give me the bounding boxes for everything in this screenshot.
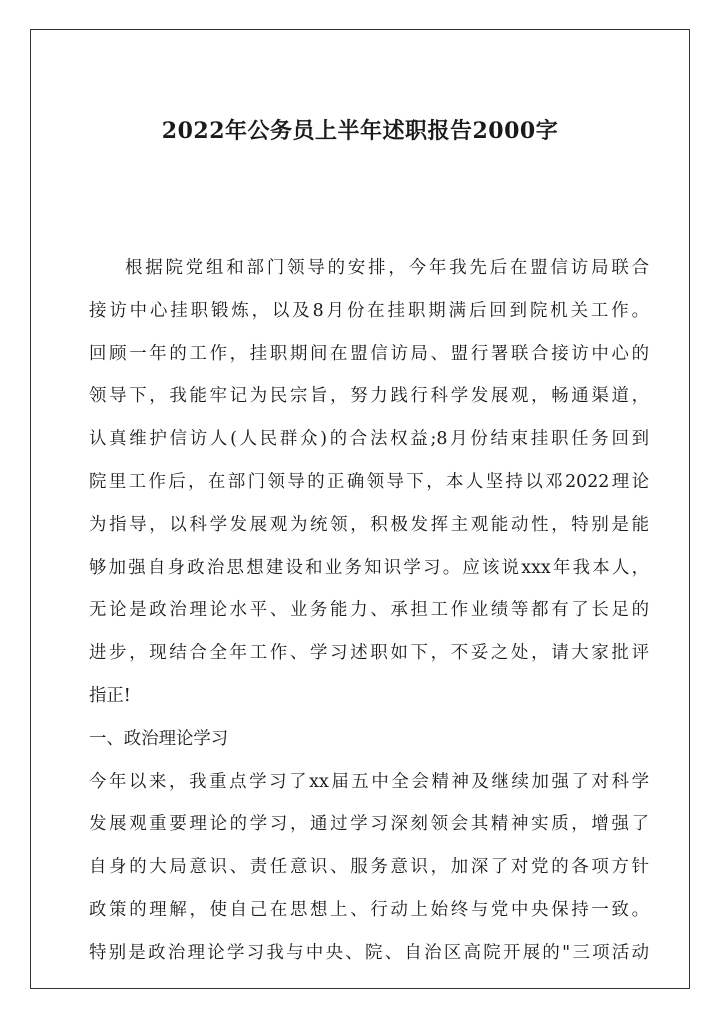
document-body — [89, 247, 649, 975]
paragraph-line: 为指导，以科学发展观为统领，积极发挥主观能动性，特别是能 — [89, 514, 649, 535]
paragraph-line: 特别是政治理论学习我与中央、院、自治区高院开展的"三项活动 — [89, 942, 649, 963]
paragraph-line: 院里工作后，在部门领导的正确领导下，本人坚持以邓2022理论 — [89, 471, 649, 492]
paragraph-line: 进步，现结合全年工作、学习述职如下，不妥之处，请大家批评 — [89, 643, 649, 664]
paragraph-line: 回顾一年的工作，挂职期间在盟信访局、盟行署联合接访中心的 — [89, 343, 649, 364]
paragraph-line: 根据院党组和部门领导的安排，今年我先后在盟信访局联合 — [125, 258, 649, 278]
paragraph-line: 够加强自身政治思想建设和业务知识学习。应该说xxx年我本人， — [89, 557, 649, 578]
paragraph-line: 今年以来，我重点学习了xx届五中全会精神及继续加强了对科学 — [89, 771, 649, 792]
paragraph-line: 自身的大局意识、责任意识、服务意识，加深了对党的各项方针 — [89, 857, 649, 878]
paragraph-line: 无论是政治理论水平、业务能力、承担工作业绩等都有了长足的 — [89, 600, 649, 621]
paragraph-line: 认真维护信访人(人民群众)的合法权益;8月份结束挂职任务回到 — [89, 429, 649, 450]
paragraph-line: 指正! — [89, 685, 131, 706]
paragraph-line: 政策的理解，使自己在思想上、行动上始终与党中央保持一致。 — [89, 899, 649, 920]
paragraph-line: 发展观重要理论的学习，通过学习深刻领会其精神实质，增强了 — [89, 814, 649, 835]
paragraph-line: 接访中心挂职锻炼，以及8月份在挂职期满后回到院机关工作。 — [89, 300, 649, 321]
paragraph-line: 领导下，我能牢记为民宗旨，努力践行科学发展观，畅通渠道， — [89, 386, 649, 407]
section-heading: 一、政治理论学习 — [89, 728, 229, 749]
document-title: 2022年公务员上半年述职报告2000字 — [161, 118, 559, 144]
